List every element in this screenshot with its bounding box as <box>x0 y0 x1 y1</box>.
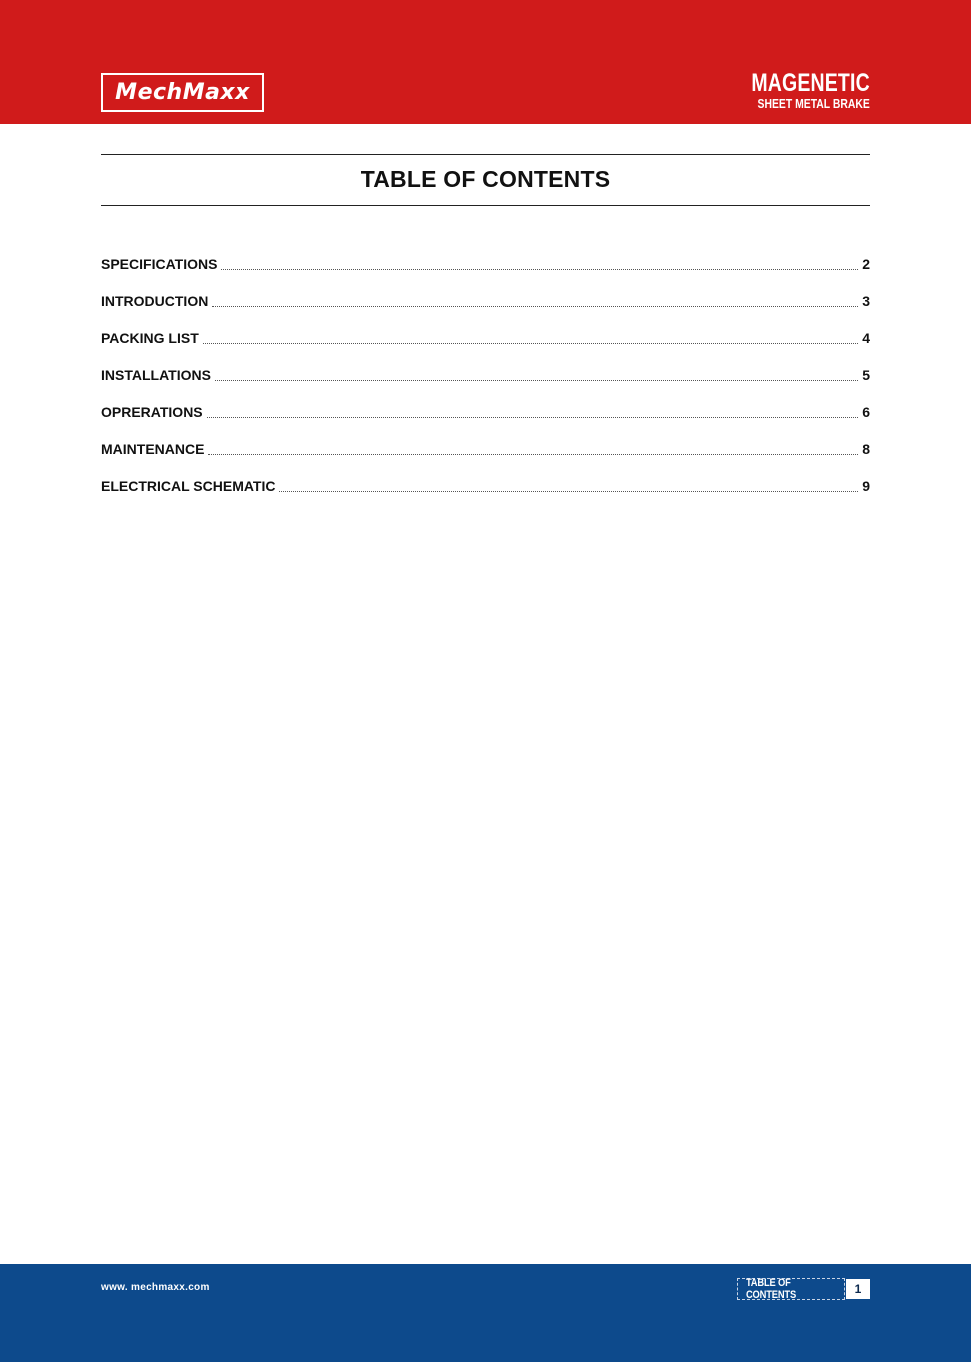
toc-entry-installations[interactable] <box>101 362 870 399</box>
title-rule-bottom <box>101 205 870 206</box>
toc-entry-page: 6 <box>862 404 870 420</box>
product-title <box>718 70 870 111</box>
page-footer <box>0 1264 971 1362</box>
toc-entry-label: SPECIFICATIONS <box>101 256 218 272</box>
toc-entry-label: ELECTRICAL SCHEMATIC <box>101 478 276 494</box>
dot-leader <box>207 417 859 418</box>
dot-leader <box>212 306 858 307</box>
product-name: MAGENETIC <box>751 69 870 97</box>
toc-entry-page: 4 <box>862 330 870 346</box>
toc-entry-introduction[interactable] <box>101 288 870 325</box>
footer-section-text: TABLE OF CONTENTS <box>745 1277 797 1301</box>
footer-section-label <box>737 1278 845 1300</box>
product-subtitle: SHEET METAL BRAKE <box>757 96 870 111</box>
toc-entry-page: 5 <box>862 367 870 383</box>
title-rule-top <box>101 154 870 155</box>
page-number: 1 <box>846 1279 870 1299</box>
toc-entry-label: INTRODUCTION <box>101 293 209 309</box>
website-link[interactable]: www. mechmaxx.com <box>101 1282 210 1293</box>
page-title: TABLE OF CONTENTS <box>360 166 611 192</box>
toc-entry-label: OPRERATIONS <box>101 404 203 420</box>
toc-entry-operations[interactable] <box>101 399 870 436</box>
toc-entry-maintenance[interactable] <box>101 436 870 473</box>
toc-entry-page: 8 <box>862 441 870 457</box>
brand-logo: MechMaxx <box>101 73 264 112</box>
toc-entry-label: MAINTENANCE <box>101 441 205 457</box>
toc-entry-page: 3 <box>862 293 870 309</box>
toc-entry-page: 9 <box>862 478 870 494</box>
toc-entry-page: 2 <box>862 256 870 272</box>
dot-leader <box>215 380 858 381</box>
toc-entry-electrical-schematic[interactable] <box>101 473 870 510</box>
page-header <box>0 0 971 124</box>
toc-entry-label: INSTALLATIONS <box>101 367 211 383</box>
toc-entry-specifications[interactable] <box>101 251 870 288</box>
dot-leader <box>221 269 858 270</box>
toc-entry-label: PACKING LIST <box>101 330 199 346</box>
toc-list <box>101 251 870 510</box>
dot-leader <box>208 454 858 455</box>
dot-leader <box>203 343 858 344</box>
dot-leader <box>279 491 858 492</box>
toc-entry-packing-list[interactable] <box>101 325 870 362</box>
